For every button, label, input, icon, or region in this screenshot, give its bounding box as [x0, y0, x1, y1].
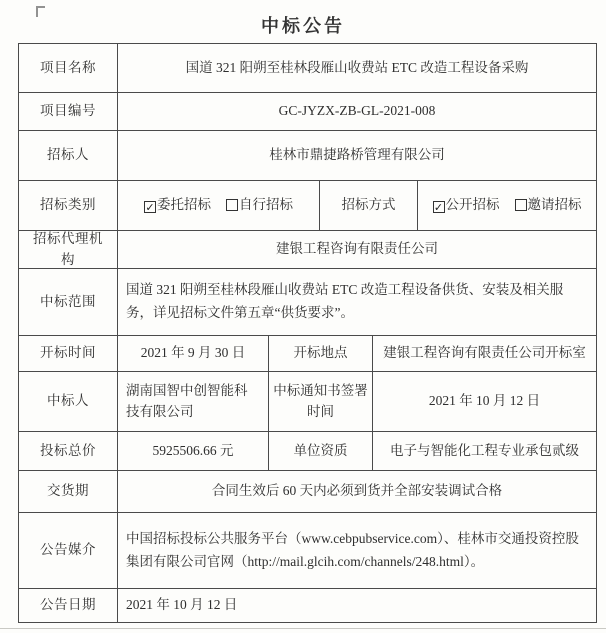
option-label: 公开招标: [445, 197, 500, 213]
award-scope-label: 中标范围: [19, 269, 118, 335]
page-edge-line: [0, 628, 606, 629]
unit-qualification-value: 电子与智能化工程专业承包贰级: [390, 442, 579, 458]
table-row-award-scope: [19, 269, 596, 336]
tender-agency-label: 招标代理机构: [19, 231, 118, 268]
delivery-period-label: 交货期: [19, 471, 118, 512]
table-row-project-name: [19, 44, 596, 93]
tender-method-option-unchecked: [515, 195, 582, 216]
tender-method-option-checked: [433, 195, 500, 216]
tenderer-label: 招标人: [19, 131, 118, 180]
page-title: 中标公告: [261, 16, 345, 36]
announcement-date-label: 公告日期: [19, 589, 118, 622]
notice-sign-time-label: 中标通知书签署时间: [269, 372, 373, 431]
project-number-value: GC-JYZX-ZB-GL-2021-008: [278, 103, 436, 119]
tenderer-value: 桂林市鼎捷路桥管理有限公司: [269, 147, 445, 163]
announcement-media-value: 中国招标投标公共服务平台（www.cebpubservice.com）、桂林市交通投资控股集团有限公司官网（http://mail.glcih.com/channels/248.html）。: [126, 530, 579, 569]
announcement-table: [18, 43, 597, 623]
checkbox-checked-icon: ✓: [433, 200, 444, 214]
table-row-tenderer: [19, 131, 596, 181]
project-number-label: 项目编号: [19, 93, 118, 130]
total-bid-price-label: 投标总价: [19, 432, 118, 470]
tender-method-label: 招标方式: [320, 181, 418, 230]
tender-category-option-unchecked: [226, 195, 293, 216]
table-row-bid-price: [19, 432, 596, 471]
checkbox-empty-icon: [226, 199, 238, 211]
table-row-project-number: [19, 93, 596, 131]
table-row-winner: [19, 372, 596, 432]
table-row-announcement-media: [19, 513, 596, 589]
total-bid-price-value: 5925506.66 元: [118, 432, 269, 470]
table-row-tender-agency: [19, 231, 596, 269]
tender-category-option-checked: [144, 195, 211, 216]
winner-value: 湖南国智中创智能科技有限公司: [118, 372, 269, 431]
table-row-bid-opening: [19, 336, 596, 372]
table-row-tender-category: [19, 181, 596, 231]
option-label: 自行招标: [239, 197, 293, 213]
project-name-label: 项目名称: [19, 44, 118, 92]
tender-method-options: [418, 181, 596, 230]
announcement-date-value: 2021 年 10 月 12 日: [126, 597, 238, 613]
tender-agency-value: 建银工程咨询有限责任公司: [276, 241, 438, 257]
bid-opening-time-label: 开标时间: [19, 336, 118, 371]
notice-sign-time-value: 2021 年 10 月 12 日: [428, 393, 541, 409]
project-name-value: 国道 321 阳朔至桂林段雁山收费站 ETC 改造工程设备采购: [185, 59, 529, 75]
table-row-delivery-period: [19, 471, 596, 513]
tender-category-label: 招标类别: [19, 181, 118, 230]
delivery-period-value: 合同生效后 60 天内必须到货并全部安装调试合格: [211, 483, 503, 499]
table-row-announcement-date: [19, 589, 596, 622]
option-label: 委托招标: [157, 197, 211, 213]
unit-qualification-label: 单位资质: [269, 432, 373, 470]
option-label: 邀请招标: [527, 197, 582, 213]
checkbox-checked-icon: ✓: [145, 200, 155, 214]
bid-opening-time-value: 2021 年 9 月 30 日: [118, 336, 269, 371]
checkbox-empty-icon: [515, 199, 527, 211]
winner-label: 中标人: [19, 372, 118, 431]
announcement-media-label: 公告媒介: [19, 513, 118, 588]
award-scope-value: 国道 321 阳朔至桂林段雁山收费站 ETC 改造工程设备供货、安装及相关服务，详见招标文件第五章“供货要求”。: [126, 282, 564, 320]
bid-opening-place-value: 建银工程咨询有限责任公司开标室: [383, 345, 586, 361]
tender-category-options: [118, 181, 320, 230]
bid-opening-place-label: 开标地点: [269, 336, 373, 371]
